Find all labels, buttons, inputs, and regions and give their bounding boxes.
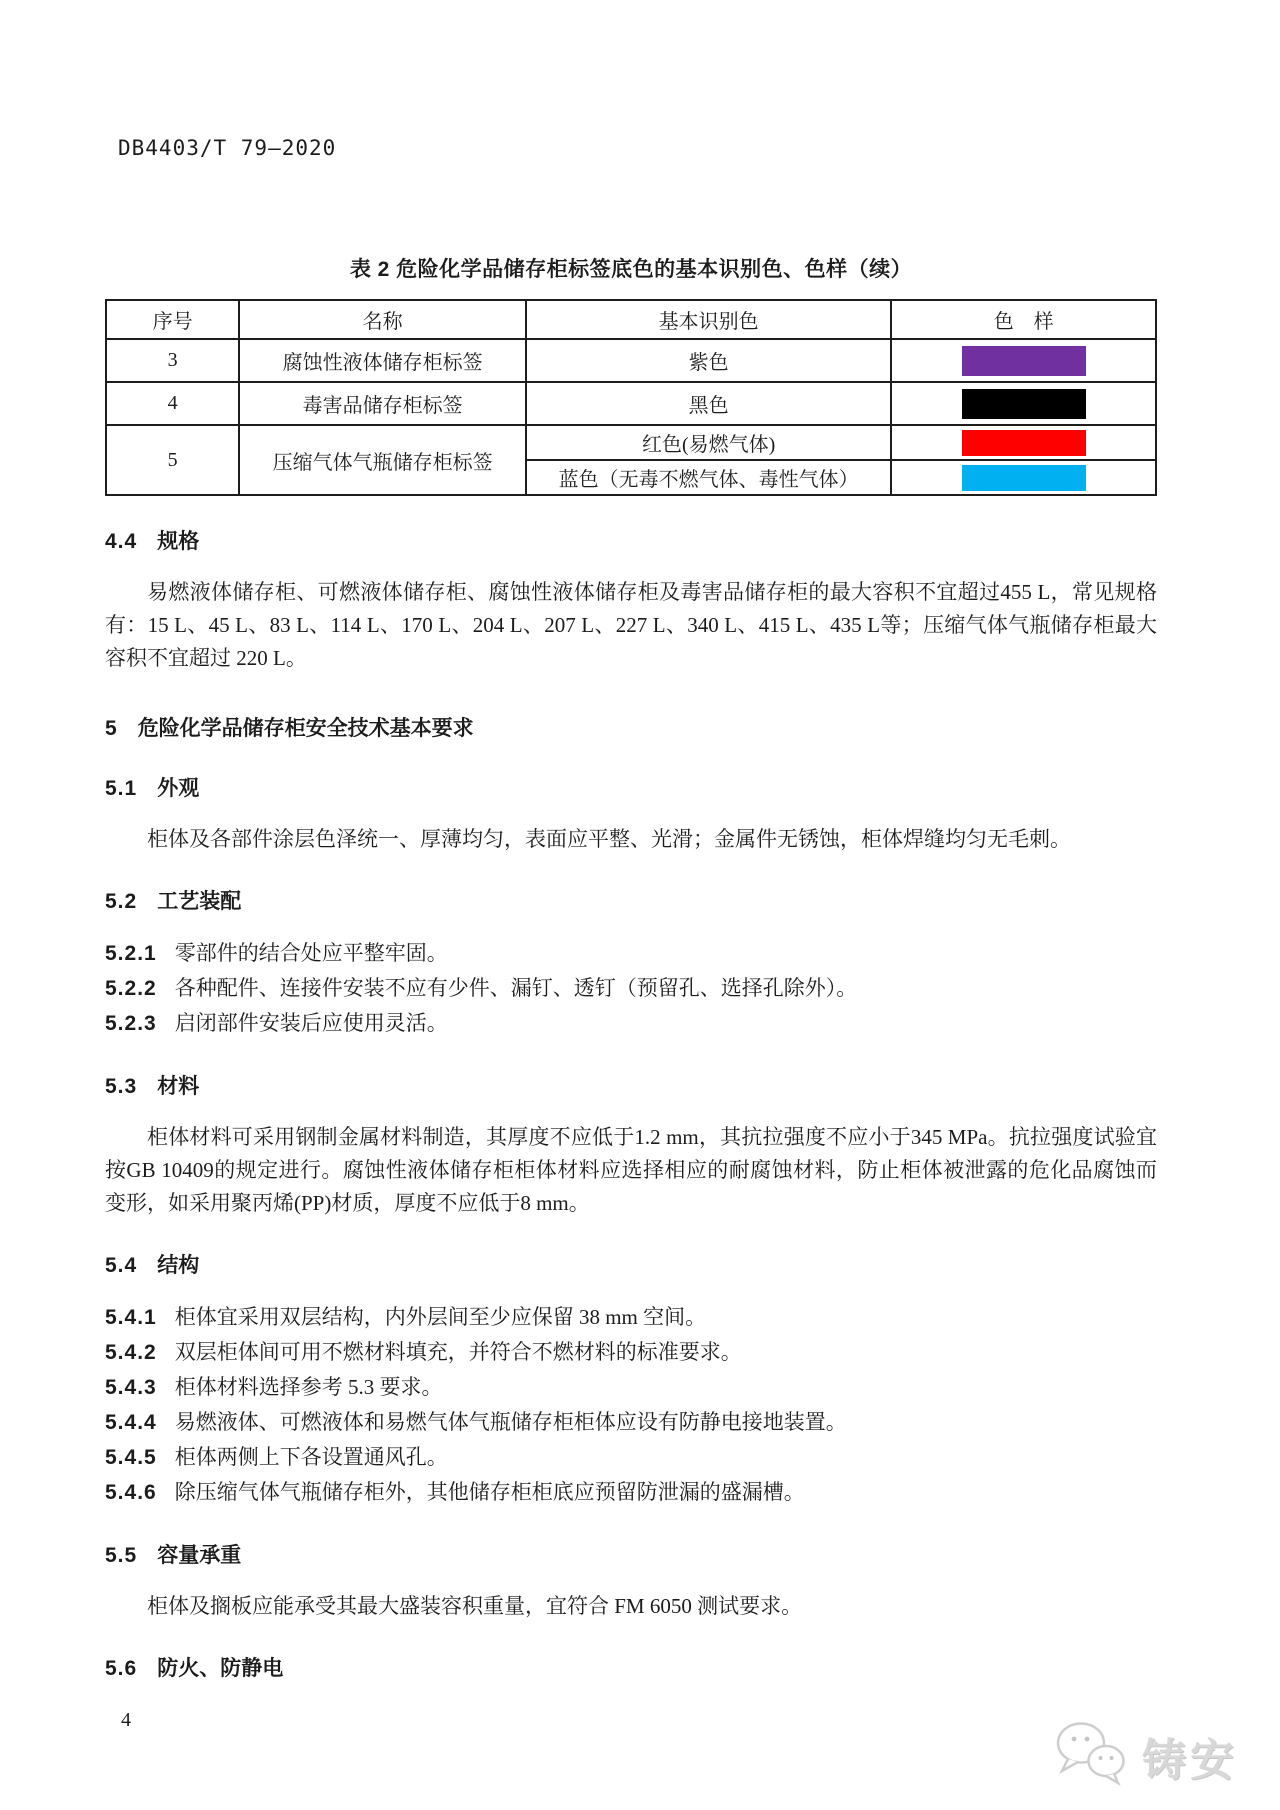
section-heading-title: 规格	[157, 530, 200, 553]
table-row	[106, 339, 1156, 382]
clause-text: 各种配件、连接件安装不应有少件、漏钉、透钉（预留孔、选择孔除外）。	[174, 976, 858, 1000]
section-heading-title: 工艺装配	[157, 890, 242, 913]
clause-number: 5.2.3	[105, 1012, 157, 1035]
standard-number-header: DB4403/T 79—2020	[118, 136, 337, 160]
section-heading-number: 5.6	[105, 1657, 138, 1680]
row-no-cell: 5	[106, 425, 239, 495]
section-heading	[105, 715, 1157, 743]
page-content	[105, 253, 1157, 1732]
row-name-cell: 毒害品储存柜标签	[239, 382, 526, 425]
row-no-cell: 4	[106, 382, 239, 425]
clause	[105, 1475, 1157, 1510]
row-name-cell: 腐蚀性液体储存柜标签	[239, 339, 526, 382]
section-heading	[105, 1655, 1157, 1683]
table-header-cell: 序号	[106, 300, 239, 339]
paragraph: 柜体及搁板应能承受其最大盛装容积重量，宜符合 FM 6050 测试要求。	[147, 1594, 803, 1618]
paragraph: 柜体及各部件涂层色泽统一、厚薄均匀，表面应平整、光滑；金属件无锈蚀，柜体焊缝均匀无毛刺。	[147, 827, 1071, 851]
section-heading-title: 危险化学品储存柜安全技术基本要求	[137, 717, 474, 740]
clause-number: 5.4.2	[105, 1341, 157, 1364]
clause-text: 柜体两侧上下各设置通风孔。	[174, 1445, 448, 1469]
section-heading-number: 5.5	[105, 1544, 138, 1567]
section-heading	[105, 888, 1157, 916]
clause	[105, 1006, 1157, 1041]
section-heading	[105, 1073, 1157, 1101]
wechat-chat-bubbles-icon	[1054, 1719, 1132, 1792]
section-heading	[105, 775, 1157, 803]
row-swatch-cell	[891, 460, 1156, 495]
section-heading-number: 5.1	[105, 777, 138, 800]
clause-number: 5.4.6	[105, 1481, 157, 1504]
clause-text: 柜体宜采用双层结构，内外层间至少应保留 38 mm 空间。	[174, 1305, 707, 1329]
section-heading-title: 容量承重	[157, 1544, 242, 1567]
clause	[105, 971, 1157, 1006]
row-name-cell: 压缩气体气瓶储存柜标签	[239, 425, 526, 495]
clause-number: 5.2.2	[105, 977, 157, 1000]
row-no-cell: 3	[106, 339, 239, 382]
clause	[105, 1300, 1157, 1335]
clause	[105, 1335, 1157, 1370]
clause-text: 零部件的结合处应平整牢固。	[174, 941, 448, 965]
black-color-swatch	[962, 389, 1086, 419]
label-color-table	[105, 299, 1157, 496]
section-heading-number: 5.2	[105, 890, 138, 913]
clause	[105, 1370, 1157, 1405]
section-heading-title: 结构	[157, 1254, 200, 1277]
section-heading-title: 材料	[157, 1075, 200, 1098]
section-heading-number: 5.4	[105, 1254, 138, 1277]
clause-text: 双层柜体间可用不燃材料填充，并符合不燃材料的标准要求。	[174, 1340, 742, 1364]
page-number: 4	[121, 1709, 131, 1731]
table-header-cell: 基本识别色	[526, 300, 891, 339]
section-heading	[105, 1542, 1157, 1570]
table-row	[106, 425, 1156, 460]
clause-text: 除压缩气体气瓶储存柜外，其他储存柜柜底应预留防泄漏的盛漏槽。	[174, 1480, 805, 1504]
table-row	[106, 382, 1156, 425]
table-header-cell: 名称	[239, 300, 526, 339]
row-swatch-cell	[891, 425, 1156, 460]
clause	[105, 1440, 1157, 1475]
paragraph: 易燃液体储存柜、可燃液体储存柜、腐蚀性液体储存柜及毒害品储存柜的最大容积不宜超过455 L，常见规格有：15 L、45 L、83 L、114 L、170 L、204 L、207 L、227 L、340 L、415 L、435 L等；压缩气体气瓶储存柜最大容积不宜超过 220 L。	[105, 580, 1157, 670]
clause-text: 启闭部件安装后应使用灵活。	[174, 1011, 448, 1035]
section-heading-number: 5	[105, 717, 118, 740]
blue-color-swatch	[962, 465, 1086, 491]
section-heading	[105, 1252, 1157, 1280]
clause	[105, 936, 1157, 971]
row-swatch-cell	[891, 339, 1156, 382]
clause-text: 易燃液体、可燃液体和易燃气体气瓶储存柜柜体应设有防静电接地装置。	[174, 1410, 847, 1434]
row-color-label-cell: 黑色	[526, 382, 891, 425]
table-title: 表 2 危险化学品储存柜标签底色的基本识别色、色样（续）	[349, 258, 913, 281]
clause	[105, 1405, 1157, 1440]
brand-text: 铸安	[1142, 1735, 1238, 1785]
sections	[105, 528, 1157, 1683]
watermark	[1054, 1719, 1238, 1792]
clause-text: 柜体材料选择参考 5.3 要求。	[174, 1375, 443, 1399]
clause-number: 5.4.1	[105, 1306, 157, 1329]
clause-number: 5.4.3	[105, 1376, 157, 1399]
section-heading	[105, 528, 1157, 556]
row-color-label-cell: 蓝色（无毒不燃气体、毒性气体）	[526, 460, 891, 495]
clause-number: 5.4.5	[105, 1446, 157, 1469]
spec-table-body	[106, 339, 1156, 495]
paragraph: 柜体材料可采用钢制金属材料制造，其厚度不应低于1.2 mm，其抗拉强度不应小于345 MPa。抗拉强度试验宜按GB 10409的规定进行。腐蚀性液体储存柜柜体材料应选择相应的耐腐蚀材料，防止柜体被泄露的危化品腐蚀而变形，如采用聚丙烯(PP)材质，厚度不应低于8 mm。	[105, 1125, 1157, 1215]
row-color-label-cell: 紫色	[526, 339, 891, 382]
red-color-swatch	[962, 430, 1086, 456]
purple-color-swatch	[962, 346, 1086, 376]
row-swatch-cell	[891, 382, 1156, 425]
section-heading-title: 外观	[157, 777, 200, 800]
section-heading-number: 4.4	[105, 530, 138, 553]
clause-number: 5.4.4	[105, 1411, 157, 1434]
table-header-cell: 色 样	[891, 300, 1156, 339]
section-heading-number: 5.3	[105, 1075, 138, 1098]
row-color-label-cell: 红色(易燃气体)	[526, 425, 891, 460]
clause-number: 5.2.1	[105, 942, 157, 965]
table-header-row	[106, 300, 1156, 339]
section-heading-title: 防火、防静电	[157, 1657, 284, 1680]
